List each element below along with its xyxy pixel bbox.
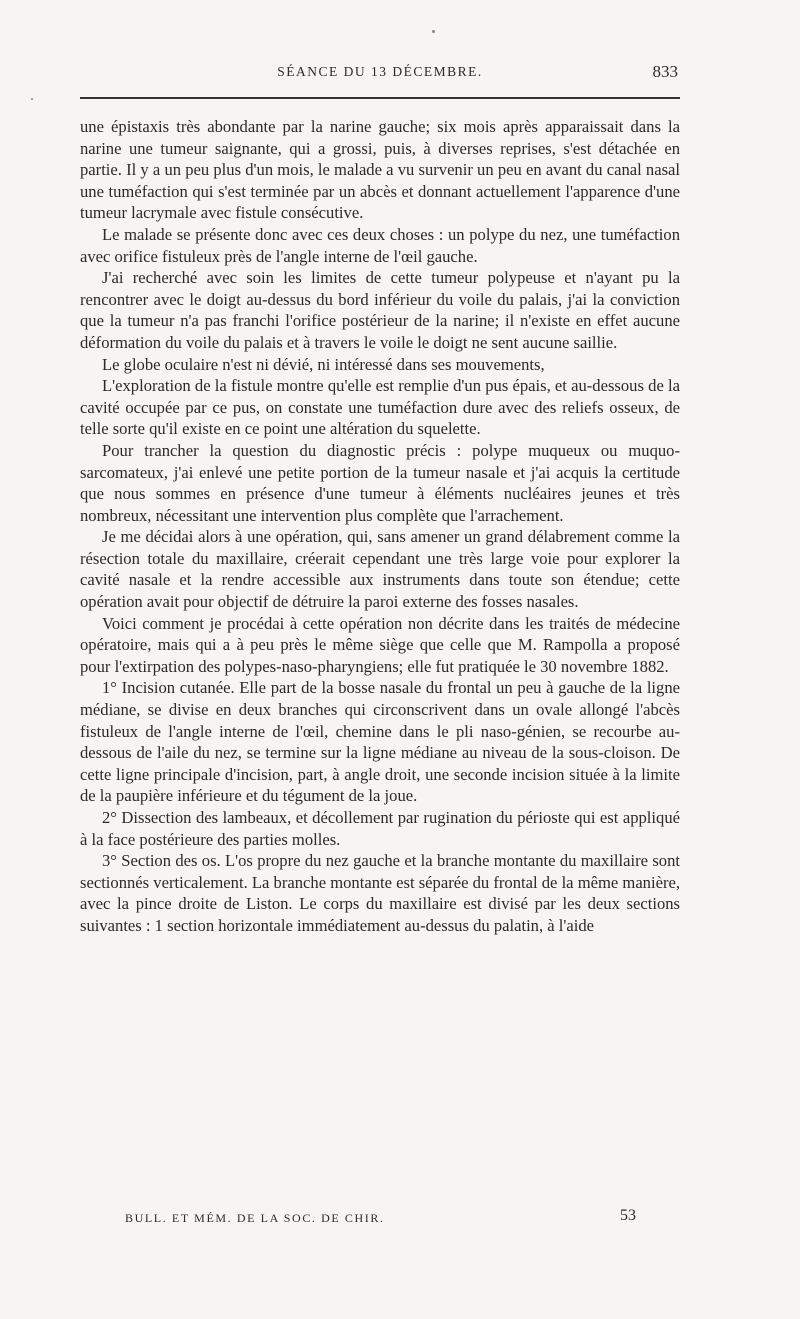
paragraph: Le malade se présente donc avec ces deux choses : un polype du nez, une tuméfaction avec orifice fistuleux près de l'angle interne de l'œil gauche. [80,224,680,266]
header-rule [80,97,680,99]
running-title: SÉANCE DU 13 DÉCEMBRE. [277,64,483,79]
footer [80,1207,680,1231]
paragraph: Je me décidai alors à une opération, qui, sans amener un grand délabrement comme la résection totale du maxillaire, créerait cependant une très large voie pour explorer la cavité nasale et la rendre accessible aux instruments dans toute son étendue; cette opération avait pour objectif de détruire la paroi externe des fosses nasales. [80,527,680,612]
paragraph: 3° Section des os. L'os propre du nez gauche et la branche montante du maxillaire sont sectionnés verticalement. La branche montante est séparée du frontal de la même manière, avec la pince droite de Liston. Le corps du maxillaire est divisé par les deux sections suivantes : 1 section horizontale immédiatement au-dessus du palatin, à l'aide [80,851,680,935]
paragraph: une épistaxis très abondante par la narine gauche; six mois après apparaissait dans la narine une tumeur saignante, qui a grossi, puis, à diverses reprises, s'est détachée en partie. Il y a un peu plus d'un mois, le malade a vu survenir un peu en avant du canal nasal une tuméfaction qui s'est terminée par un abcès et donnant actuellement l'apparence d'une tumeur lacrymale avec fistule consécutive. [80,117,680,223]
page-number: 833 [652,62,678,81]
paragraph: 1° Incision cutanée. Elle part de la bosse nasale du frontal un peu à gauche de la ligne médiane, se divise en deux branches qui circonscrivent dans un ovale allongé l'abcès fistuleux de l'angle interne de l'œil, chemine dans le pli naso-génien, se recourbe au-dessous de l'aile du nez, se termine sur la ligne médiane au niveau de la sous-cloison. De cette ligne principale d'incision, part, à angle droit, une seconde incision située à la limite de la paupière inférieure et du tégument de la joue. [80,678,680,806]
paragraph: 2° Dissection des lambeaux, et décollement par rugination du périoste qui est appliqué à la face postérieure des parties molles. [80,808,680,849]
body-text [80,116,680,937]
journal-footer: BULL. ET MÉM. DE LA SOC. DE CHIR. [125,1211,385,1225]
paragraph: Voici comment je procédai à cette opération non décrite dans les traités de médecine opératoire, mais qui a à peu près le même siège que celle que M. Rampolla a proposé pour l'extirpation des polypes-naso-pharyngiens; elle fut pratiquée le 30 novembre 1882. [80,613,680,676]
paper-speck [31,98,33,100]
signature-mark: 53 [620,1207,636,1224]
running-head [80,62,680,88]
paragraph: Pour trancher la question du diagnostic précis : polype muqueux ou muquo-sarcomateux, j'ai enlevé une petite portion de la tumeur nasale et j'ai acquis la certitude que nous sommes en présence d'une tumeur à éléments nucléaires jeunes et très nombreux, nécessitant une intervention plus complète que l'arrachement. [80,440,680,525]
paragraph: L'exploration de la fistule montre qu'elle est remplie d'un pus épais, et au-dessous de la cavité occupée par ce pus, on constate une tuméfaction dure avec des reliefs osseux, de telle sorte qu'il existe en ce point une altération du squelette. [80,376,680,439]
paragraph: J'ai recherché avec soin les limites de cette tumeur polypeuse et n'ayant pu la rencontrer avec le doigt au-dessus du bord inférieur du voile du palais, j'ai la conviction que la tumeur n'a pas franchi l'orifice postérieur de la narine; il n'existe en effet aucune déformation du voile du palais et à travers le voile le doigt ne sent aucune saillie. [80,268,680,352]
paragraph: Le globe oculaire n'est ni dévié, ni intéressé dans ses mouvements, [102,354,545,374]
paper-speck [432,30,435,33]
